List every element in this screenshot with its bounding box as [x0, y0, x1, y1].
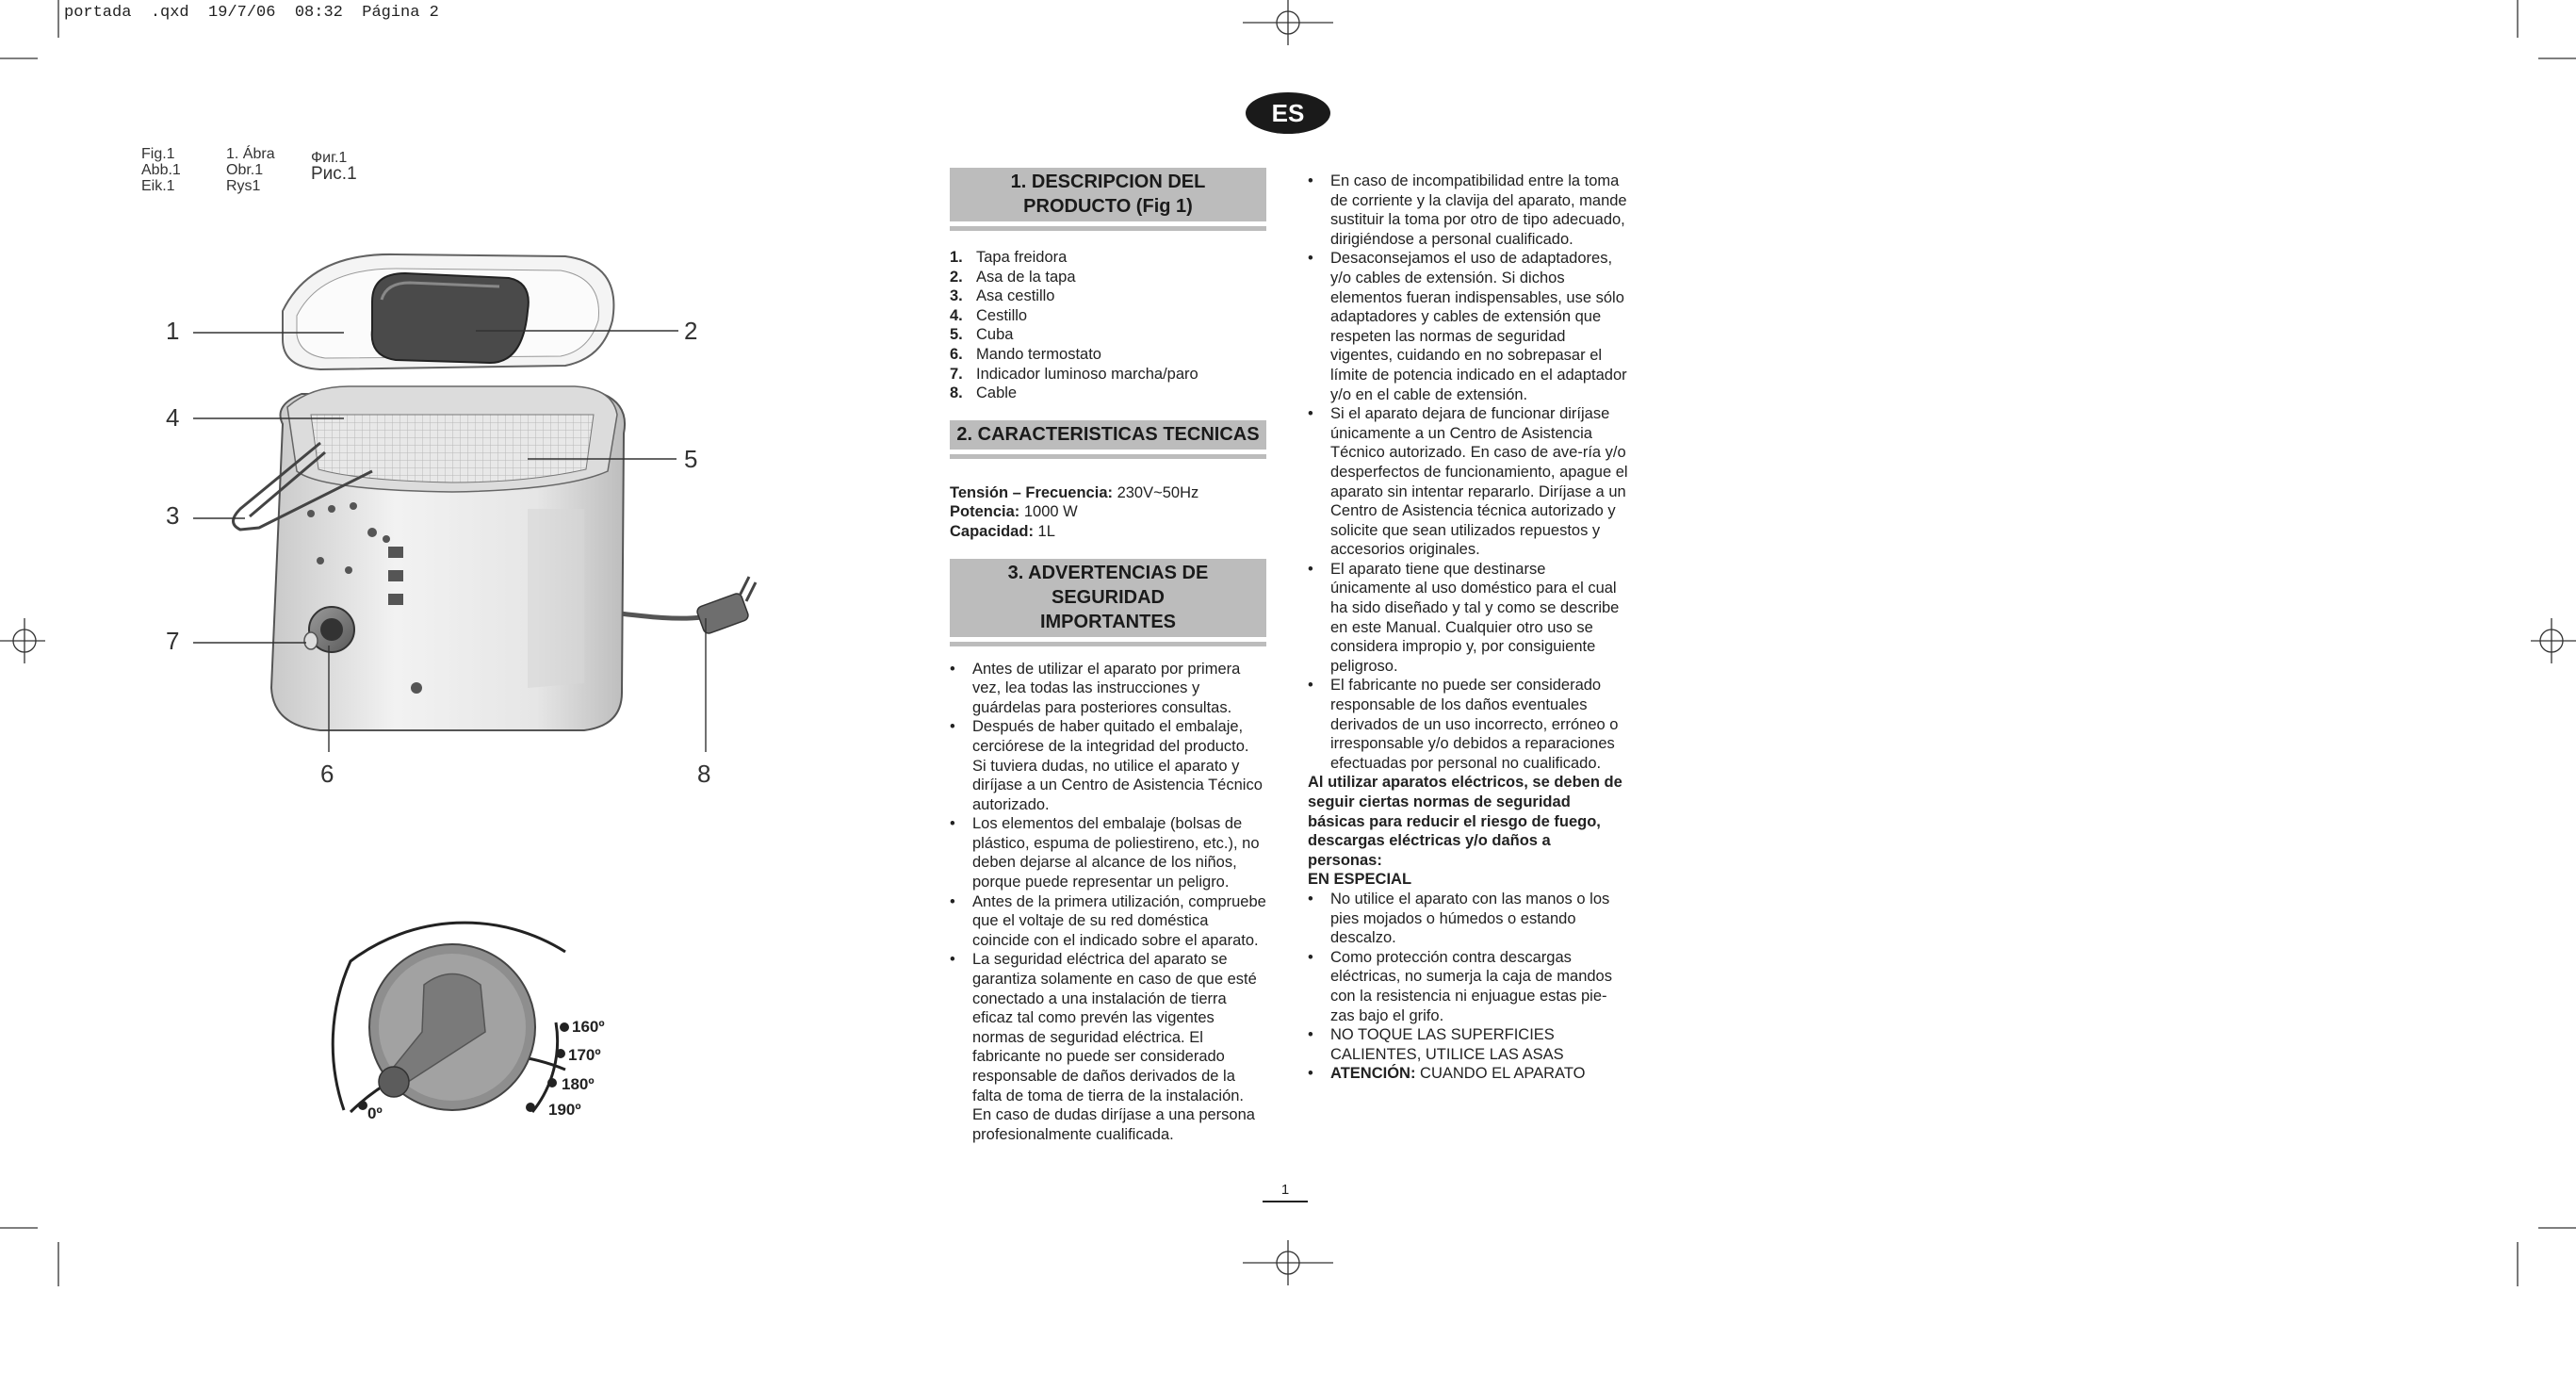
fig-label: Abb.1 [141, 162, 181, 178]
item-number: 7. [950, 365, 963, 383]
registration-mark-left [0, 618, 45, 663]
technical-specs [950, 483, 1266, 542]
list-item: • NO TOQUE LAS SUPERFICIES CALIENTES, UTILICE LAS ASAS [1308, 1025, 1628, 1064]
item-number: 4. [950, 306, 963, 324]
parts-list [950, 248, 1266, 403]
print-slug-line: portada .qxd 19/7/06 08:32 Página 2 [64, 4, 439, 22]
spec-label: Tensión – Frecuencia: [950, 483, 1113, 501]
spec-row [950, 483, 1266, 503]
dial-zero-label: 0º [367, 1104, 383, 1122]
power-cable [612, 577, 756, 635]
list-item: • Como protección contra descargas eléctricas, no sumerja la caja de mandos con la resistencia ni enjuague estas pie-zas bajo el grifo. [1308, 948, 1628, 1025]
item-text: Cuba [976, 326, 1014, 344]
section-1-title-line2: PRODUCTO (Fig 1) [1023, 196, 1193, 217]
item-number: 2. [950, 268, 963, 286]
attention-label: ATENCIÓN: [1330, 1065, 1416, 1083]
section-3-heading [950, 559, 1266, 637]
list-item: • Antes de utilizar el aparato por primera vez, lea todas las instrucciones y guárdelas para posteriores consultas. [950, 660, 1266, 718]
item-number: 6. [950, 345, 963, 363]
section-1-heading [950, 168, 1266, 221]
dial-temp-label: 180º [562, 1075, 595, 1093]
item-text: Mando termostato [976, 345, 1101, 363]
section-3-title-line1: 3. ADVERTENCIAS DE SEGURIDAD [1007, 562, 1209, 608]
list-item [950, 286, 1266, 306]
item-number: 8. [950, 384, 963, 402]
callout-number: 2 [684, 317, 698, 345]
callout-number: 7 [166, 627, 180, 655]
item-text: Asa cestillo [976, 287, 1055, 305]
fig-label: Фиг.1 [311, 150, 348, 166]
list-item: • No utilice el aparato con las manos o los pies mojados o húmedos o estando descalzo. [1308, 890, 1628, 948]
attention-text: CUANDO EL APARATO [1415, 1065, 1586, 1083]
registration-mark-top [1243, 0, 1333, 45]
item-text: Cable [976, 384, 1018, 402]
list-item: • La seguridad eléctrica del aparato se garantiza solamente en caso de que esté conectado a una instalación de tierra eficaz tal como prevén las vigentes normas de seguridad eléctrica. El fabricante no puede ser considerado responsable de daños derivados de la falta de toma de tierra de la instalación. En caso de dudas diríjase a una persona profesionalmente cualificada. [950, 950, 1266, 1144]
item-number: 1. [950, 249, 963, 266]
list-item: • Los elementos del embalaje (bolsas de plástico, espuma de poliestireno, etc.), no deben dejarse al alcance de los niños, porque puede representar un peligro. [950, 814, 1266, 891]
list-item [950, 384, 1266, 403]
list-item [950, 345, 1266, 365]
spec-row [950, 502, 1266, 522]
special-safety-list [1308, 890, 1628, 1084]
fig-label: Eik.1 [141, 178, 175, 194]
spec-value: 230V~50Hz [1113, 483, 1199, 501]
item-text: Tapa freidora [976, 249, 1068, 266]
spec-label: Capacidad: [950, 522, 1034, 540]
callout-number: 5 [684, 445, 698, 473]
fig-label: Rys1 [226, 178, 261, 194]
list-item: • Desaconsejamos el uso de adaptadores, y/o cables de extensión. Si dichos elementos fueran indispensables, use sólo adaptadores y cables de extensión que respeten las normas de seguridad vigentes, cuidando en no sobrepasar el límite de potencia indicado en el adaptador y/o en el cable de extensión. [1308, 249, 1628, 404]
list-item: • Antes de la primera utilización, compruebe que el voltaje de su red doméstica coincide con el indicado sobre el aparato. [950, 892, 1266, 951]
list-item [950, 248, 1266, 268]
safety-list [950, 660, 1266, 1145]
safety-list-continued [1308, 172, 1628, 773]
fig-label: Рис.1 [311, 164, 357, 184]
spec-row [950, 522, 1266, 542]
list-item: • Después de haber quitado el embalaje, cerciórese de la integridad del producto. Si tuviera dudas, no utilice el aparato y diríjase a un Centro de Asistencia Técnico autorizado. [950, 717, 1266, 814]
spec-label: Potencia: [950, 503, 1020, 521]
list-item: • En caso de incompatibilidad entre la toma de corriente y la clavija del aparato, mande sustituir la toma por otro de tipo adecuado, dirigiéndose a personal cualificado. [1308, 172, 1628, 249]
list-item: • El fabricante no puede ser considerado responsable de los daños eventuales derivados de un uso incorrecto, erróneo o irresponsable y/o debidos a reparaciones efectuadas por personal no cualificado. [1308, 676, 1628, 773]
section-2-title: 2. CARACTERISTICAS TECNICAS [956, 423, 1260, 445]
list-item [950, 365, 1266, 384]
dial-temp-label: 160º [572, 1018, 605, 1036]
section-2-heading [950, 420, 1266, 450]
callout-number: 1 [166, 317, 180, 345]
fig-label: 1. Ábra [226, 146, 275, 162]
right-column [1308, 172, 1628, 1084]
language-badge: ES [1246, 92, 1330, 134]
dial-temp-label: 190º [548, 1101, 581, 1119]
item-number: 3. [950, 287, 963, 305]
fig-label: Obr.1 [226, 162, 264, 178]
en-especial-heading: EN ESPECIAL [1308, 871, 1412, 889]
dial-temp-label: 170º [568, 1046, 601, 1064]
middle-column [950, 168, 1266, 1144]
list-item [950, 325, 1266, 345]
callout-number: 8 [697, 760, 711, 788]
list-item [950, 268, 1266, 287]
registration-mark-right [2531, 618, 2576, 663]
callout-number: 6 [320, 760, 334, 788]
fig-label: Fig.1 [141, 146, 175, 162]
item-text: Cestillo [976, 306, 1028, 324]
spec-value: 1000 W [1019, 503, 1078, 521]
list-item: • El aparato tiene que destinarse únicamente al uso doméstico para el cual ha sido diseñado y tal y como se describe en este Manual. Cualquier otro uso se considera impropio y, por consiguiente peligroso. [1308, 560, 1628, 677]
page-number: 1 [1263, 1182, 1308, 1202]
list-item: • Si el aparato dejara de funcionar diríjase únicamente a un Centro de Asistencia Técnico autorizado. En caso de ave-ría y/o desperfectos de funcionamiento, apague el aparato sin intentar repararlo. Diríjase a un Centro de Asistencia técnica autorizado y solicite que sean utilizados repuestos y accesorios originales. [1308, 404, 1628, 560]
spec-value: 1L [1033, 522, 1055, 540]
fryer-illustration [193, 254, 756, 752]
callout-number: 3 [166, 501, 180, 530]
electrical-safety-intro: Al utilizar aparatos eléctricos, se deben de seguir ciertas normas de seguridad básicas para reducir el riesgo de fuego, descargas eléctricas y/o daños a personas: [1308, 774, 1622, 869]
section-3-title-line2: IMPORTANTES [1039, 611, 1177, 632]
list-item [950, 306, 1266, 326]
list-item [1308, 1064, 1628, 1084]
item-text: Asa de la tapa [976, 268, 1076, 286]
item-text: Indicador luminoso marcha/paro [976, 365, 1198, 383]
section-1-title-line1: 1. DESCRIPCION DEL [1010, 172, 1206, 192]
callout-number: 4 [166, 403, 180, 432]
item-number: 5. [950, 326, 963, 344]
registration-mark-bottom [1243, 1240, 1333, 1285]
thermostat-dial-detail [333, 923, 569, 1112]
